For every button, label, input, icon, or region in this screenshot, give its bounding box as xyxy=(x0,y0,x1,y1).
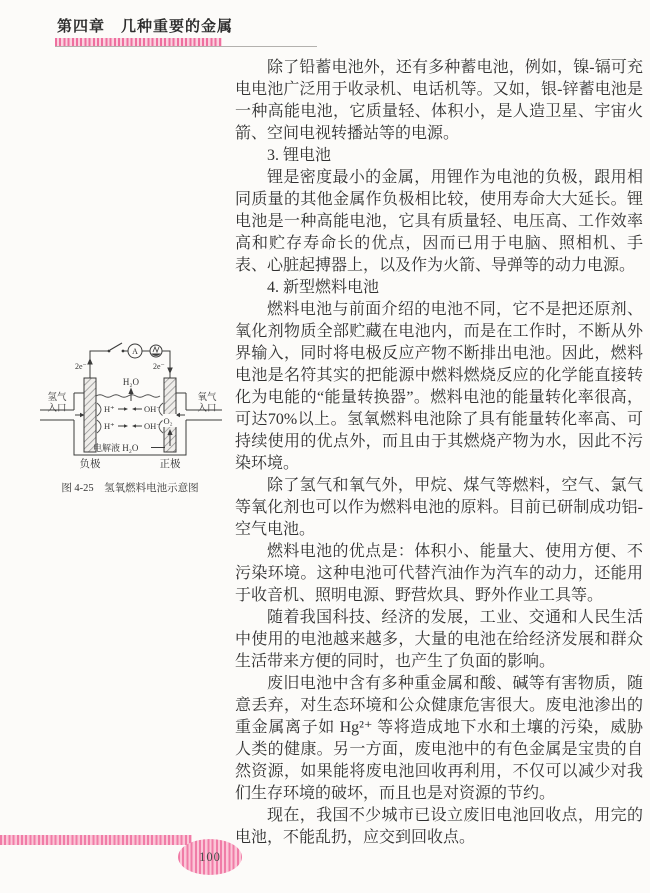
water-vapor-arrowhead xyxy=(128,388,133,395)
oh-ion-label: OH⁻ xyxy=(144,421,161,431)
positive-electrode-label: 正极 xyxy=(159,459,181,470)
chapter-header xyxy=(57,15,233,36)
paragraph: 废旧电池中含有多种重金属和酸、碱等有害物质，随意丢弃，对生态环境和公众健康危害很大。废电池渗出的重金属离子如 Hg²⁺ 等将造成地下水和土壤的污染，威胁人类的健康。另一方面，废电池中的有色金属是宝贵的自然资源，如果能将废电池回收再利用，不仅可以减少对我们生存环境的破坏，而且也是对资源的节约。 xyxy=(235,675,643,802)
electron-arrow-down xyxy=(167,368,173,375)
paragraph: 燃料电池与前面介绍的电池不同，它不是把还原剂、氧化剂物质全部贮藏在电池内，而是在工作时，不断从外界输入，同时将电极反应产物不断排出电池。因此，燃料电池是名符其实的把能源中燃料燃烧反应的化学能直接转化为电能的“能量转换器”。燃料电池的能量转化率很高，可达70%以上。氢氧燃料电池除了具有能量转化率高、可持续使用的优点外，而且由于其燃烧产物为水，因此不污染环境。 xyxy=(235,301,643,472)
hydrogen-inlet-label: 氢气 xyxy=(47,393,67,403)
h-ion-arrowhead xyxy=(124,407,128,411)
h-ion-label: H⁺ xyxy=(104,404,115,414)
paragraph: 随着我国科技、经济的发展，工业、交通和人民生活中使用的电池越来越多，大量的电池在给经济发展和群众生活带来方便的同时，也产生了负面的影响。 xyxy=(235,609,643,670)
ammeter-icon xyxy=(128,344,142,358)
hydrogen-inlet-label: 入口 xyxy=(47,404,67,414)
electrolyte-label: 电解液 H₂O xyxy=(93,443,139,453)
paragraph: 现在，我国不少城市已设立废旧电池回收点，用完的电池，不能乱扔，应交到回收点。 xyxy=(235,807,643,846)
paragraph: 除了铅蓄电池外，还有多种蓄电池，例如，镍-镉可充电电池广泛用于收录机、电话机等。又如，银-锌蓄电池是一种高能电池，它质量轻、体积小，是人造卫星、宇宙火箭、空间电视转播站等的电源。 xyxy=(235,59,643,142)
fuel-cell-diagram xyxy=(30,333,230,508)
paragraph: 锂是密度最小的金属，用锂作为电池的负极，跟用相同质量的其他金属作负极相比较，使用寿命大大延长。锂电池是一种高能电池，它具有质量轻、电压高、工作效率高和贮存寿命长的优点，因而已用于电脑、照相机、手表、心脏起搏器上，以及作为火箭、导弹等的动力电源。 xyxy=(235,169,643,274)
chapter-label: 第四章 xyxy=(57,18,106,35)
electron-label-right: 2e⁻ xyxy=(153,362,165,371)
figure-caption: 图 4-25 氢氧燃料电池示意图 xyxy=(61,483,199,494)
electron-arrow-up xyxy=(87,358,93,365)
ammeter-label: A xyxy=(132,347,138,356)
oxygen-label: O₂ xyxy=(163,416,173,426)
body-text-column xyxy=(235,57,643,849)
h-ion-arrowhead xyxy=(124,424,128,428)
chapter-title: 几种重要的金属 xyxy=(121,18,234,35)
oxygen-inlet-arrow xyxy=(176,413,186,417)
section-heading-lithium-battery: 3. 锂电池 xyxy=(267,147,332,164)
hydrogen-inlet-arrow xyxy=(75,413,85,417)
electrode-negative xyxy=(84,378,96,452)
header-dash-ribbon xyxy=(55,38,222,46)
footer-ribbon xyxy=(0,835,192,845)
oh-ion-arrowhead xyxy=(132,407,136,411)
oh-ion-arrowhead xyxy=(132,424,136,428)
page-number-badge xyxy=(178,839,242,875)
oxygen-inlet-label: 氧气 xyxy=(197,393,217,403)
switch-icon xyxy=(108,343,125,352)
water-label-top: H₂O xyxy=(122,377,140,387)
section-heading-fuel-cell: 4. 新型燃料电池 xyxy=(267,279,380,296)
page-number: 100 xyxy=(199,849,221,864)
paragraph: 除了氢气和氧气外，甲烷、煤气等燃料，空气、氯气等氧化剂也可以作为燃料电池的原料。目前已研制成功铝-空气电池。 xyxy=(235,477,643,538)
paragraph: 燃料电池的优点是：体积小、能量大、使用方便、不污染环境。这种电池可代替汽油作为汽车的动力，还能用于收音机、照明电源、野营炊具、野外作业工具等。 xyxy=(235,543,643,604)
oh-ion-label: OH⁻ xyxy=(144,404,161,414)
water-surface-line xyxy=(96,395,160,398)
fuel-cell-figure xyxy=(30,333,230,508)
header-underline xyxy=(55,46,317,47)
h-ion-label: H⁺ xyxy=(104,421,115,431)
electron-label-left: 2e⁻ xyxy=(75,362,87,371)
negative-electrode-label: 负极 xyxy=(79,459,101,470)
oxygen-inlet-label: 入口 xyxy=(197,404,217,414)
light-bulb-icon xyxy=(150,345,162,357)
